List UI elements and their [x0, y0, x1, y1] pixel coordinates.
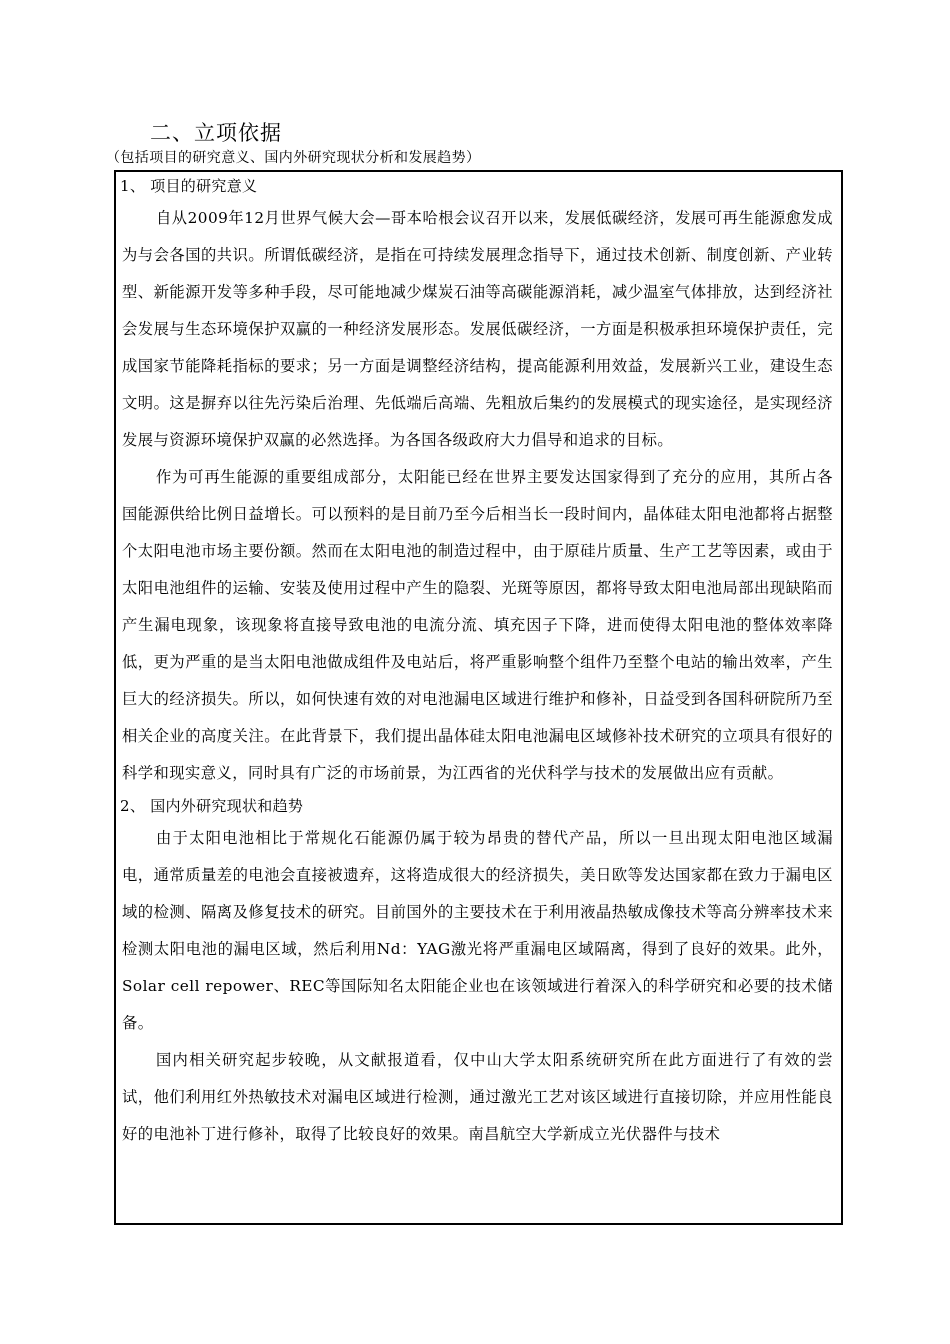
section-1-paragraph-2: 作为可再生能源的重要组成部分，太阳能已经在世界主要发达国家得到了充分的应用，其所占各国能源供给比例日益增长。可以预料的是目前乃至今后相当长一段时间内，晶体硅太阳电池都将占据整个太阳电池市场主要份额。然而在太阳电池的制造过程中，由于原硅片质量、生产工艺等因素，或由于太阳电池组件的运输、安装及使用过程中产生的隐裂、光斑等原因，都将导致太阳电池局部出现缺陷而产生漏电现象，该现象将直接导致电池的电流分流、填充因子下降，进而使得太阳电池的整体效率降低，更为严重的是当太阳电池做成组件及电站后，将严重影响整个组件乃至整个电站的输出效率，产生巨大的经济损失。所以，如何快速有效的对电池漏电区域进行维护和修补，日益受到各国科研院所乃至相关企业的高度关注。在此背景下，我们提出晶体硅太阳电池漏电区域修补技术研究的立项具有很好的科学和现实意义，同时具有广泛的市场前景，为江西省的光伏科学与技术的发展做出应有贡献。 — [122, 468, 833, 782]
section-1-title: 1、 项目的研究意义 — [120, 177, 258, 195]
section-2-paragraph-2: 国内相关研究起步较晚，从文献报道看，仅中山大学太阳系统研究所在此方面进行了有效的尝试，他们利用红外热敏技术对漏电区域进行检测，通过激光工艺对该区域进行直接切除，并应用性能良好的电池补丁进行修补，取得了比较良好的效果。南昌航空大学新成立光伏器件与技术 — [122, 1051, 833, 1143]
section-2-title: 2、 国内外研究现状和趋势 — [120, 797, 304, 815]
section-2-paragraph-1: 由于太阳电池相比于常规化石能源仍属于较为昂贵的替代产品，所以一旦出现太阳电池区域漏电，通常质量差的电池会直接被遗弃，这将造成很大的经济损失，美日欧等发达国家都在致力于漏电区域的检测、隔离及修复技术的研究。目前国外的主要技术在于利用液晶热敏成像技术等高分辨率技术来检测太阳电池的漏电区域，然后利用Nd：YAG激光将严重漏电区域隔离，得到了良好的效果。此外，Solar cell repower、REC等国际知名太阳能企业也在该领域进行着深入的科学研究和必要的技术储备。 — [122, 829, 833, 1032]
section-heading: 二、立项依据 — [150, 121, 282, 145]
content-box — [114, 170, 843, 1225]
section-subheading: （包括项目的研究意义、国内外研究现状分析和发展趋势） — [106, 150, 481, 166]
section-1-paragraph-1: 自从2009年12月世界气候大会—哥本哈根会议召开以来，发展低碳经济，发展可再生能源愈发成为与会各国的共识。所谓低碳经济，是指在可持续发展理念指导下，通过技术创新、制度创新、产业转型、新能源开发等多种手段，尽可能地减少煤炭石油等高碳能源消耗，减少温室气体排放，达到经济社会发展与生态环境保护双赢的一种经济发展形态。发展低碳经济，一方面是积极承担环境保护责任，完成国家节能降耗指标的要求；另一方面是调整经济结构，提高能源利用效益，发展新兴工业，建设生态文明。这是摒弃以往先污染后治理、先低端后高端、先粗放后集约的发展模式的现实途径，是实现经济发展与资源环境保护双赢的必然选择。为各国各级政府大力倡导和追求的目标。 — [122, 209, 833, 449]
